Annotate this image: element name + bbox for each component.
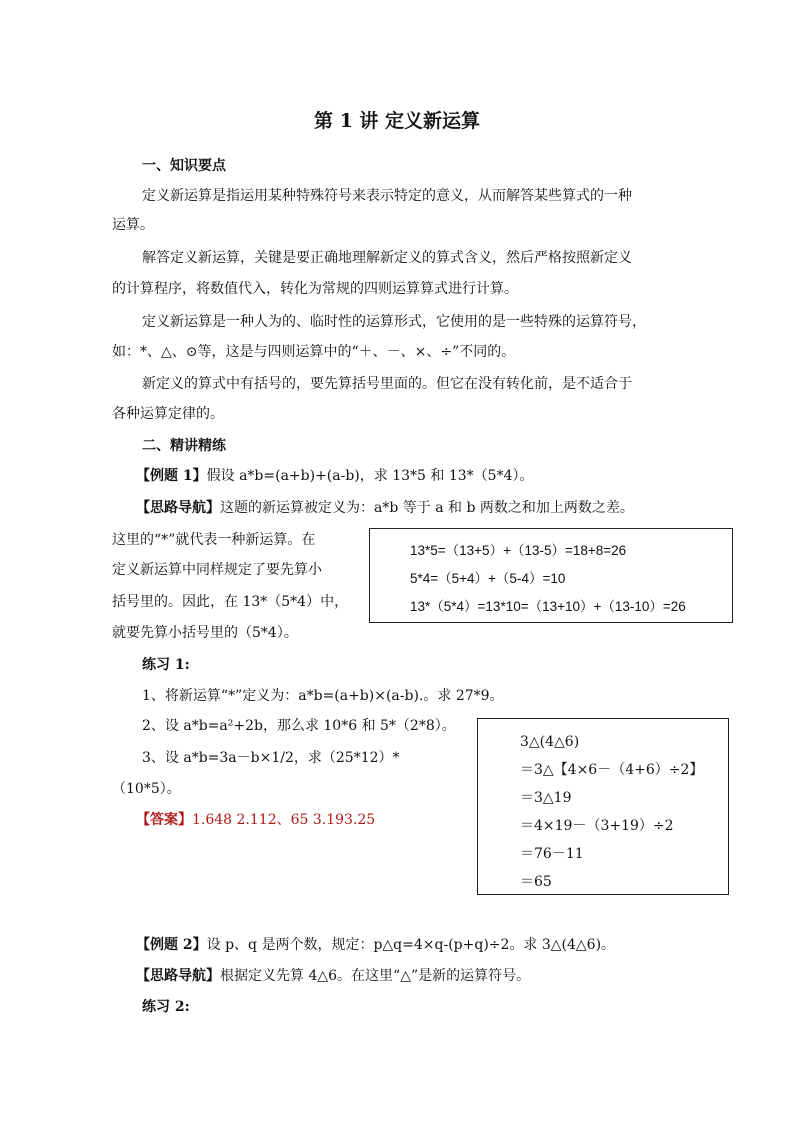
- example1-text: 假设 a*b=(a+b)+(a-b)，求 13*5 和 13*（5*4）。: [206, 468, 534, 484]
- guide1-line: 这里的“*”就代表一种新运算。在: [112, 532, 316, 548]
- box1-line: 5*4=（5+4）+（5-4）=10: [410, 571, 566, 586]
- practice1-heading: 练习 1:: [142, 657, 190, 673]
- guide1-tag: 【思路导航】: [136, 500, 220, 516]
- box2-line: ＝4×19－（3+19）÷2: [520, 818, 674, 834]
- section2-heading: 二、精讲精练: [142, 438, 226, 454]
- section1-heading: 一、知识要点: [142, 158, 226, 174]
- solution-box-2: [477, 718, 729, 895]
- example1: [136, 466, 533, 486]
- example2-text: 设 p、q 是两个数，规定：p△q=4×q-(p+q)÷2。求 3△(4△6)。: [206, 937, 616, 953]
- box1-line: 13*5=（13+5）+（13-5）=18+8=26: [410, 543, 627, 558]
- practice2-heading: 练习 2:: [142, 999, 190, 1015]
- box1-line: 13*（5*4）=13*10=（13+10）+（13-10）=26: [410, 599, 686, 614]
- box2-line: ＝76－11: [520, 846, 584, 862]
- guide1-line: 定义新运算中同样规定了要先算小: [112, 562, 322, 578]
- paragraph1-line2: 运算。: [112, 217, 154, 233]
- paragraph2-line1: 解答定义新运算，关键是要正确地理解新定义的算式含义，然后严格按照新定义: [142, 250, 632, 266]
- paragraph2-line2: 的计算程序，将数值代入，转化为常规的四则运算算式进行计算。: [112, 281, 518, 297]
- practice1-question-3-line2: （10*5）。: [112, 781, 181, 797]
- box2-line: ＝65: [520, 874, 552, 890]
- example1-tag: 【例题 1】: [136, 468, 207, 484]
- page-title: 第 1 讲 定义新运算: [313, 110, 481, 132]
- paragraph3-line2: 如：*、△、⊙等，这是与四则运算中的“＋、－、×、÷”不同的。: [112, 344, 516, 360]
- practice1-question-2: 2、设 a*b=a²+2b，那么求 10*6 和 5*（2*8）。: [142, 718, 456, 734]
- practice1-answer: [136, 810, 375, 830]
- practice1-question-3-line1: 3、设 a*b=3a－b×1/2，求（25*12）*: [142, 750, 400, 766]
- practice1-question-1: 1、将新运算“*”定义为：a*b=(a+b)×(a-b).。求 27*9。: [142, 688, 504, 704]
- box2-line: 3△(4△6): [520, 734, 580, 750]
- example2-tag: 【例题 2】: [136, 937, 207, 953]
- box2-line: ＝3△【4×6－（4+6）÷2】: [520, 762, 704, 778]
- paragraph4-line2: 各种运算定律的。: [112, 406, 224, 422]
- solution-box-1: [369, 528, 733, 623]
- example2: [136, 935, 615, 955]
- guide2: [136, 966, 530, 986]
- guide2-tag: 【思路导航】: [136, 968, 220, 984]
- paragraph1-line1: 定义新运算是指运用某种特殊符号来表示特定的意义，从而解答某些算式的一种: [142, 188, 632, 204]
- guide1-text: 这题的新运算被定义为：a*b 等于 a 和 b 两数之和加上两数之差。: [220, 500, 634, 516]
- guide2-text: 根据定义先算 4△6。在这里“△”是新的运算符号。: [220, 968, 531, 984]
- box2-line: ＝3△19: [520, 790, 572, 806]
- answer-tag: 【答案】: [136, 812, 192, 828]
- guide1-line: 就要先算小括号里的（5*4）。: [112, 625, 298, 641]
- guide1-line: 括号里的。因此，在 13*（5*4）中，: [112, 594, 349, 610]
- guide1: [136, 498, 634, 518]
- answer-text: 1.648 2.112、65 3.193.25: [192, 812, 376, 828]
- paragraph3-line1: 定义新运算是一种人为的、临时性的运算形式，它使用的是一些特殊的运算符号，: [142, 314, 646, 330]
- paragraph4-line1: 新定义的算式中有括号的，要先算括号里面的。但它在没有转化前，是不适合于: [142, 376, 632, 392]
